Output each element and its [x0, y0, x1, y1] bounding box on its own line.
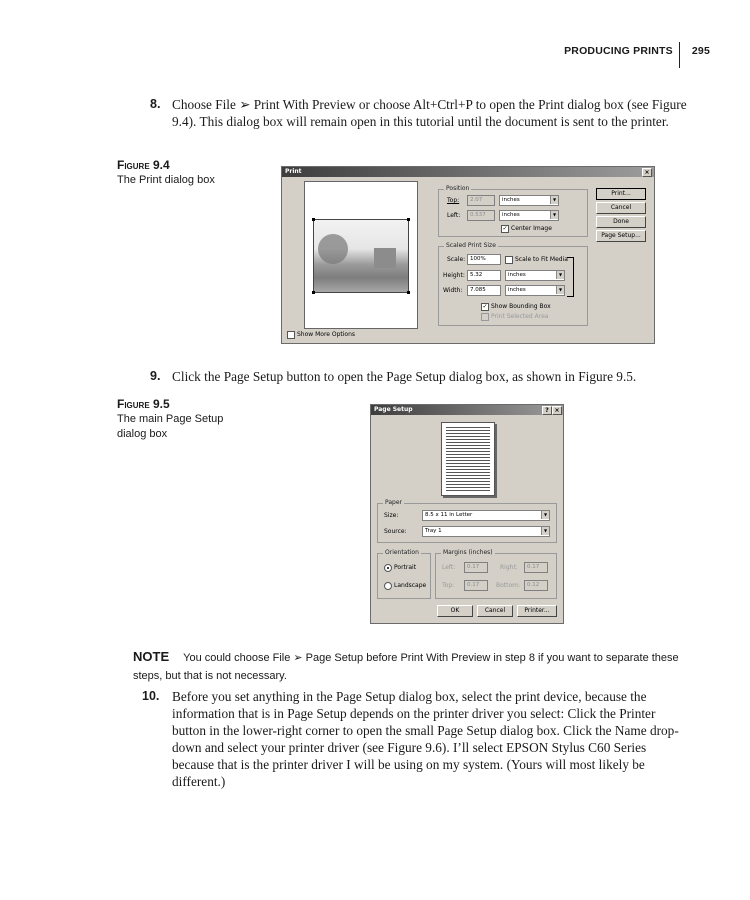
- print-selected-area-checkbox[interactable]: [481, 313, 489, 321]
- portrait-label: Portrait: [394, 564, 417, 571]
- step-text: Before you set anything in the Page Setup dialog box, select the print device, because the information that is in Page Setup depends on the printer driver you select: Click the Printer button in the lower-right corner to open the small Page Setup dialog box. Click the Name drop-down and select your printer driver (see Figure 9.6). I’ll select EPSON Stylus C60 Series because that is the printer driver I will be using on my system. (Yours will most likely be different.): [172, 689, 679, 789]
- margin-bottom-field[interactable]: 0.12: [524, 580, 548, 591]
- margin-bottom-label: Bottom:: [496, 582, 521, 589]
- orientation-group: [377, 549, 431, 599]
- group-label: Margins (inches): [443, 549, 493, 556]
- step-number: 9.: [150, 369, 161, 383]
- scaled-print-size-group: [438, 242, 588, 326]
- dialog-title: Page Setup: [374, 406, 413, 413]
- note-label: NOTE: [133, 649, 170, 664]
- step-number: 8.: [150, 97, 161, 111]
- preview-text-lines: [446, 427, 490, 491]
- print-dialog-titlebar: [282, 167, 654, 177]
- link-bracket-icon: [567, 257, 574, 297]
- width-field[interactable]: 7.085: [467, 285, 501, 296]
- show-more-options-label: Show More Options: [297, 331, 356, 338]
- print-selected-area-label: Print Selected Area: [491, 313, 549, 320]
- step-text: Choose File ➢ Print With Preview or choose Alt+Ctrl+P to open the Print dialog box (see Figure 9.4). This dialog box will remain open in this tutorial until the document is sent to the printer.: [172, 97, 687, 129]
- paper-source-select[interactable]: Tray 1 ▼: [422, 526, 550, 537]
- page-number: 295: [691, 45, 710, 57]
- print-dialog: [281, 166, 655, 344]
- top-unit-select[interactable]: inches ▼: [499, 195, 559, 206]
- chevron-down-icon: ▼: [550, 211, 558, 219]
- running-header: [564, 38, 710, 64]
- figure-caption: The main Page Setup dialog box: [117, 413, 224, 440]
- scale-field[interactable]: 100%: [467, 254, 501, 265]
- scale-to-fit-label: Scale to Fit Media: [515, 256, 568, 263]
- landscape-label: Landscape: [394, 582, 427, 589]
- help-icon[interactable]: ?: [542, 406, 552, 415]
- printer-button[interactable]: Printer...: [517, 605, 557, 617]
- margin-top-label: Top:: [442, 582, 455, 589]
- note-block: [133, 648, 693, 685]
- left-unit-select[interactable]: inches ▼: [499, 210, 559, 221]
- scale-to-fit-checkbox[interactable]: [505, 256, 513, 264]
- figure-9-5-caption: [117, 397, 227, 442]
- chevron-down-icon: ▼: [541, 511, 549, 519]
- height-unit-select[interactable]: inches ▼: [505, 270, 565, 281]
- landscape-radio[interactable]: [384, 582, 392, 590]
- close-icon[interactable]: ×: [642, 168, 652, 177]
- show-bounding-box-label: Show Bounding Box: [491, 303, 551, 310]
- figure-title: Figure 9.5: [117, 397, 170, 411]
- ok-button[interactable]: OK: [437, 605, 473, 617]
- page-preview: [441, 422, 495, 496]
- margin-left-field[interactable]: 0.17: [464, 562, 488, 573]
- center-image-checkbox[interactable]: ✓: [502, 225, 508, 232]
- step-text: Click the Page Setup button to open the Page Setup dialog box, as shown in Figure 9.5.: [172, 369, 637, 384]
- page-setup-button[interactable]: Page Setup...: [596, 230, 646, 242]
- margin-left-label: Left:: [442, 564, 456, 571]
- group-label: Orientation: [385, 549, 419, 556]
- width-unit-select[interactable]: inches ▼: [505, 285, 565, 296]
- left-field[interactable]: 0.537: [467, 210, 495, 221]
- paper-size-select[interactable]: 8.5 x 11 in Letter ▼: [422, 510, 550, 521]
- portrait-radio[interactable]: [384, 564, 392, 572]
- height-field[interactable]: 5.32: [467, 270, 501, 281]
- print-preview: [304, 181, 418, 329]
- chevron-down-icon: ▼: [556, 271, 564, 279]
- step-8: [150, 96, 690, 130]
- section-title: PRODUCING PRINTS: [564, 45, 673, 57]
- figure-title: Figure 9.4: [117, 158, 170, 172]
- done-button[interactable]: Done: [596, 216, 646, 228]
- margin-right-field[interactable]: 0.17: [524, 562, 548, 573]
- cancel-button[interactable]: Cancel: [596, 202, 646, 214]
- step-10: [142, 688, 690, 790]
- figure-9-4-caption: [117, 158, 247, 188]
- margin-top-field[interactable]: 0.17: [464, 580, 488, 591]
- step-number: 10.: [142, 689, 160, 703]
- center-image-label: Center Image: [511, 225, 552, 232]
- show-bounding-box-checkbox[interactable]: ✓: [482, 303, 488, 310]
- note-text: You could choose File ➢ Page Setup before Print With Preview in step 8 if you want to separate these steps, but that is not necessary.: [133, 652, 679, 682]
- print-button[interactable]: Print...: [596, 188, 646, 200]
- figure-caption: The Print dialog box: [117, 174, 215, 186]
- top-label: Top:: [447, 197, 460, 204]
- position-group: [438, 185, 588, 237]
- width-label: Width:: [443, 287, 463, 294]
- group-label: Position: [446, 185, 470, 192]
- left-label: Left:: [447, 212, 461, 219]
- cancel-button[interactable]: Cancel: [477, 605, 513, 617]
- dialog-title: Print: [285, 168, 302, 175]
- close-icon[interactable]: ×: [552, 406, 562, 415]
- paper-group: [377, 499, 557, 543]
- group-label: Scaled Print Size: [446, 242, 496, 249]
- chevron-down-icon: ▼: [541, 527, 549, 535]
- source-label: Source:: [384, 528, 407, 535]
- group-label: Paper: [385, 499, 402, 506]
- page-setup-dialog: [370, 404, 564, 624]
- show-more-options-checkbox[interactable]: [287, 331, 295, 339]
- chevron-down-icon: ▼: [550, 196, 558, 204]
- page-setup-titlebar: [371, 405, 563, 415]
- size-label: Size:: [384, 512, 399, 519]
- margins-group: [435, 549, 557, 599]
- preview-image[interactable]: [313, 219, 409, 293]
- scale-label: Scale:: [447, 256, 466, 263]
- header-divider: [679, 42, 680, 68]
- step-9: [150, 368, 690, 385]
- top-field[interactable]: 2.07: [467, 195, 495, 206]
- chevron-down-icon: ▼: [556, 286, 564, 294]
- height-label: Height:: [443, 272, 465, 279]
- margin-right-label: Right:: [500, 564, 518, 571]
